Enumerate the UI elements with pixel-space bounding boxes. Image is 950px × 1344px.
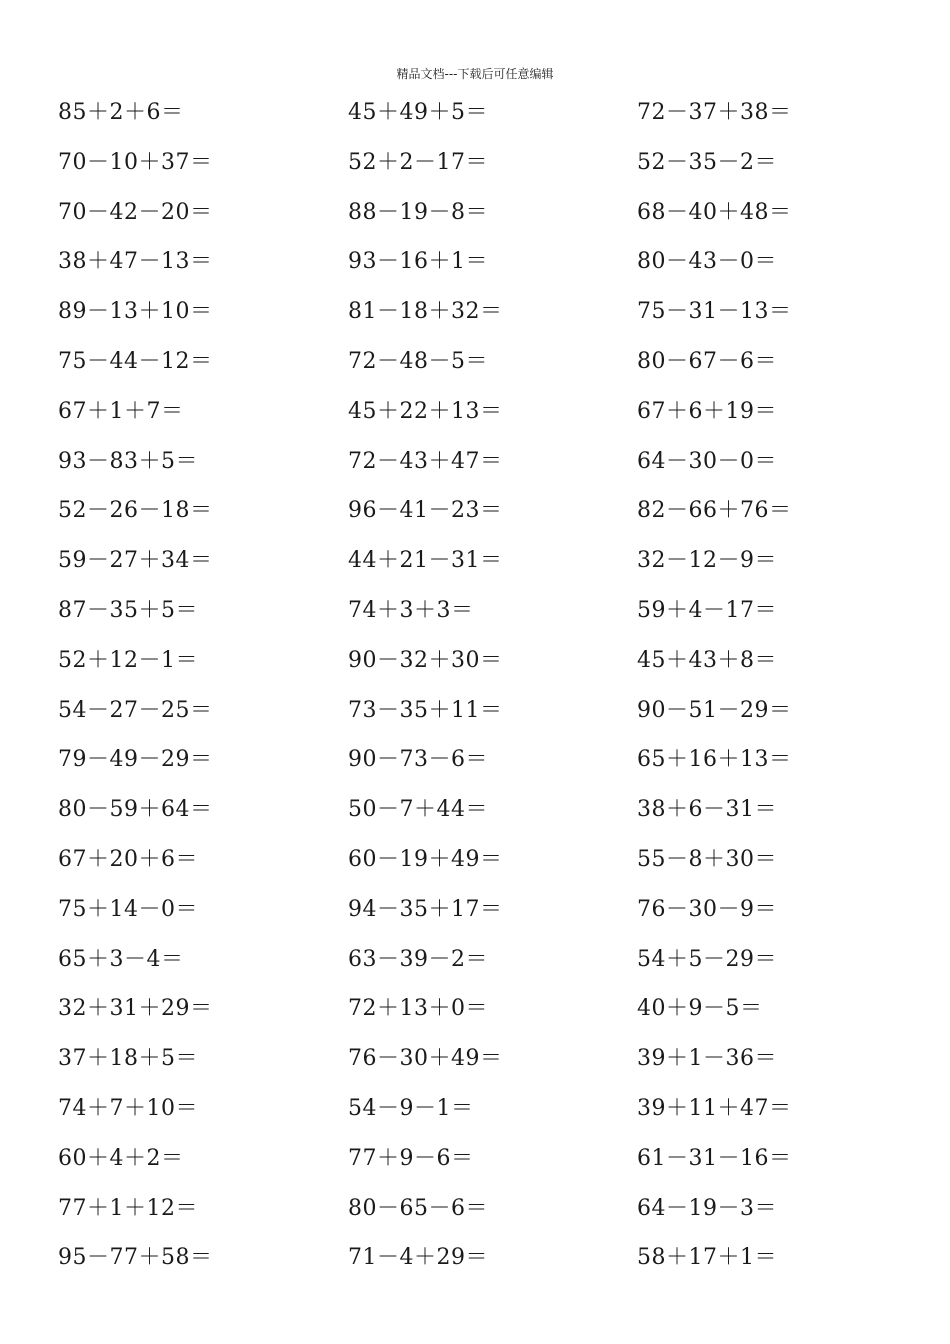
worksheet <box>0 90 950 1285</box>
equation-row <box>0 1235 950 1285</box>
equation-row <box>0 239 950 289</box>
equation: 64－30－0＝ <box>637 448 777 474</box>
equation: 67＋6＋19＝ <box>637 398 777 424</box>
equation-row <box>0 389 950 439</box>
page-header: 精品文档---下载后可任意编辑 <box>396 67 554 81</box>
equation: 59－27＋34＝ <box>58 548 213 574</box>
equation-row <box>0 90 950 140</box>
equation-row <box>0 339 950 389</box>
equation-row <box>0 1136 950 1186</box>
equation: 54－9－1＝ <box>348 1095 474 1121</box>
equation: 81－18＋32＝ <box>348 299 503 325</box>
equation: 80－43－0＝ <box>637 249 777 275</box>
equation: 89－13＋10＝ <box>58 299 213 325</box>
equation: 93－83＋5＝ <box>58 448 198 474</box>
equation-row <box>0 140 950 190</box>
equation: 75－31－13＝ <box>637 299 792 325</box>
equation-row <box>0 986 950 1036</box>
equation: 50－7＋44＝ <box>348 797 488 823</box>
equation: 61－31－16＝ <box>637 1145 792 1171</box>
equation: 70－10＋37＝ <box>58 149 213 175</box>
equation: 45＋43＋8＝ <box>637 647 777 673</box>
equation-row <box>0 488 950 538</box>
equation: 67＋1＋7＝ <box>58 398 184 424</box>
equation: 60＋4＋2＝ <box>58 1145 184 1171</box>
equation: 88－19－8＝ <box>348 199 488 225</box>
equation: 72－43＋47＝ <box>348 448 503 474</box>
equation: 40＋9－5＝ <box>637 996 763 1022</box>
equation: 67＋20＋6＝ <box>58 846 198 872</box>
equation: 80－67－6＝ <box>637 348 777 374</box>
equation: 95－77＋58＝ <box>58 1245 213 1271</box>
equation: 70－42－20＝ <box>58 199 213 225</box>
equation: 45＋22＋13＝ <box>348 398 503 424</box>
equation-row <box>0 737 950 787</box>
equation: 71－4＋29＝ <box>348 1245 488 1271</box>
equation-row <box>0 1186 950 1236</box>
equation: 55－8＋30＝ <box>637 846 777 872</box>
equation: 75－44－12＝ <box>58 348 213 374</box>
equation-row <box>0 688 950 738</box>
equation-row <box>0 638 950 688</box>
equation: 80－59＋64＝ <box>58 797 213 823</box>
equation-row <box>0 289 950 339</box>
equation: 58＋17＋1＝ <box>637 1245 777 1271</box>
equation: 65＋16＋13＝ <box>637 747 792 773</box>
equation: 64－19－3＝ <box>637 1195 777 1221</box>
equation: 39＋1－36＝ <box>637 1046 777 1072</box>
equation: 54＋5－29＝ <box>637 946 777 972</box>
equation: 90－32＋30＝ <box>348 647 503 673</box>
equation: 32－12－9＝ <box>637 548 777 574</box>
equation: 37＋18＋5＝ <box>58 1046 198 1072</box>
equation: 52－35－2＝ <box>637 149 777 175</box>
equation: 80－65－6＝ <box>348 1195 488 1221</box>
equation: 38＋47－13＝ <box>58 249 213 275</box>
equation: 76－30＋49＝ <box>348 1046 503 1072</box>
equation: 45＋49＋5＝ <box>348 100 488 125</box>
equation: 65＋3－4＝ <box>58 946 184 972</box>
equation-row <box>0 1036 950 1086</box>
equation: 54－27－25＝ <box>58 697 213 723</box>
equation: 73－35＋11＝ <box>348 697 503 723</box>
equation: 85＋2＋6＝ <box>58 100 184 125</box>
equation: 87－35＋5＝ <box>58 597 198 623</box>
equation: 32＋31＋29＝ <box>58 996 213 1022</box>
equation-row <box>0 1086 950 1136</box>
equation: 90－51－29＝ <box>637 697 792 723</box>
equation: 59＋4－17＝ <box>637 597 777 623</box>
equation: 77＋9－6＝ <box>348 1145 474 1171</box>
equation: 52＋12－1＝ <box>58 647 198 673</box>
equation-row <box>0 787 950 837</box>
equation: 38＋6－31＝ <box>637 797 777 823</box>
equation: 72＋13＋0＝ <box>348 996 488 1022</box>
equation-row <box>0 937 950 987</box>
equation: 74＋3＋3＝ <box>348 597 474 623</box>
equation-row <box>0 538 950 588</box>
equation-row <box>0 439 950 489</box>
equation: 96－41－23＝ <box>348 498 503 524</box>
equation: 74＋7＋10＝ <box>58 1095 198 1121</box>
equation: 39＋11＋47＝ <box>637 1095 792 1121</box>
equation: 90－73－6＝ <box>348 747 488 773</box>
equation: 72－37＋38＝ <box>637 100 792 125</box>
equation: 68－40＋48＝ <box>637 199 792 225</box>
equation: 77＋1＋12＝ <box>58 1195 198 1221</box>
equation: 93－16＋1＝ <box>348 249 488 275</box>
equation: 52＋2－17＝ <box>348 149 488 175</box>
equation: 44＋21－31＝ <box>348 548 503 574</box>
equation: 76－30－9＝ <box>637 896 777 922</box>
equation: 60－19＋49＝ <box>348 846 503 872</box>
equation: 72－48－5＝ <box>348 348 488 374</box>
equation: 82－66＋76＝ <box>637 498 792 524</box>
equation-row <box>0 837 950 887</box>
equation: 94－35＋17＝ <box>348 896 503 922</box>
equation: 63－39－2＝ <box>348 946 488 972</box>
equation-row <box>0 588 950 638</box>
equation-row <box>0 190 950 240</box>
equation: 75＋14－0＝ <box>58 896 198 922</box>
equation: 52－26－18＝ <box>58 498 213 524</box>
equation-row <box>0 887 950 937</box>
equation: 79－49－29＝ <box>58 747 213 773</box>
